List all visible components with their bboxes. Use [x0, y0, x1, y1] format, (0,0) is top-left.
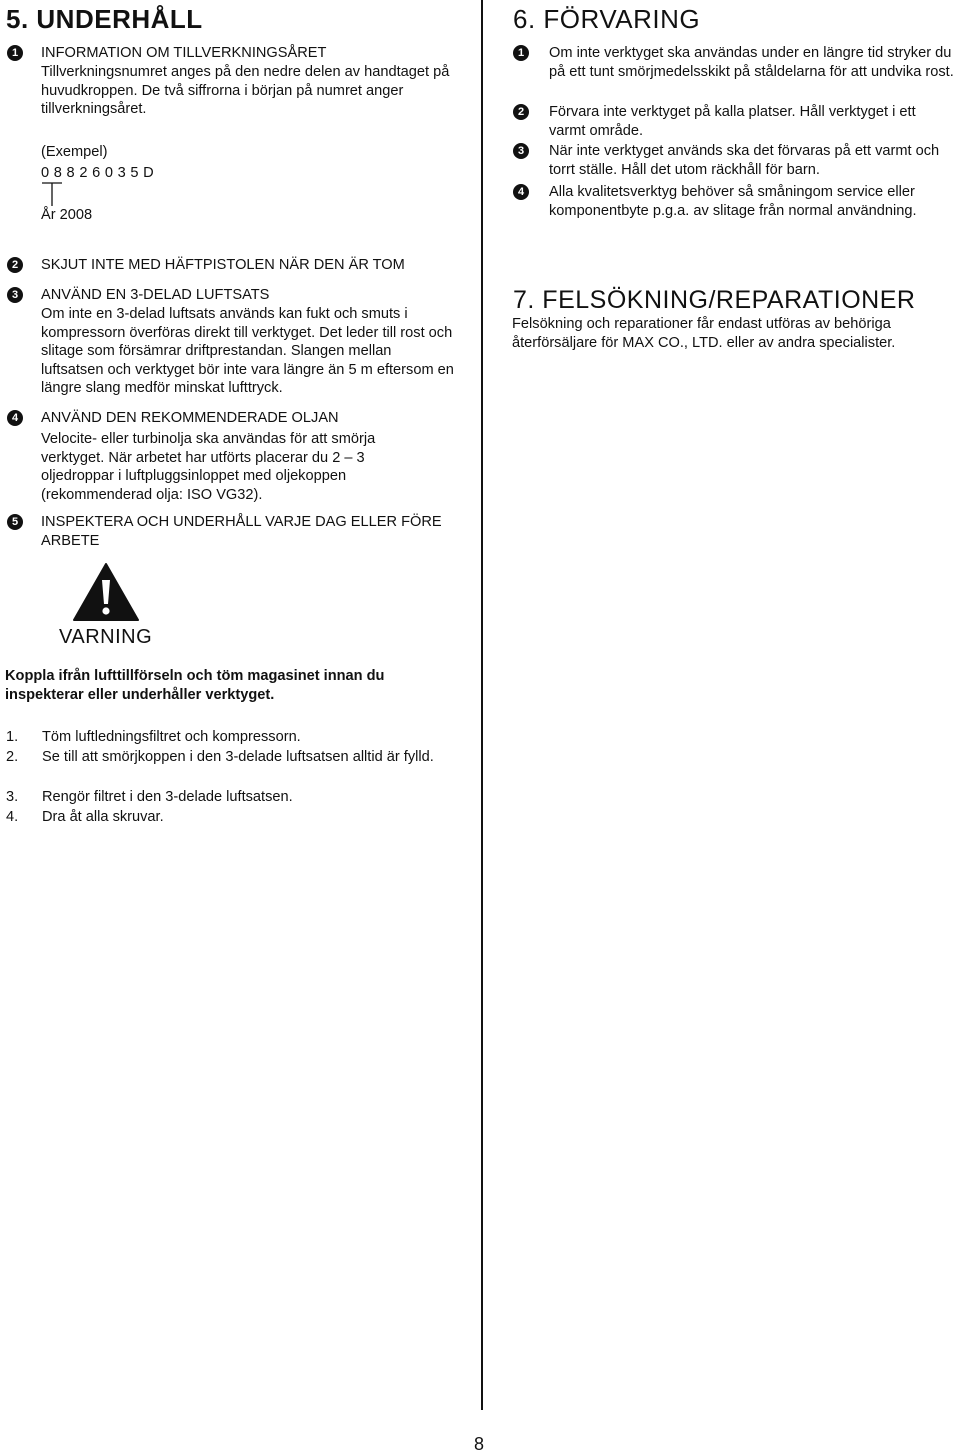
storage-item: Förvara inte verktyget på kalla platser. Håll verktyget i ett varmt område. — [549, 104, 916, 139]
column-divider — [481, 0, 483, 1410]
storage-marker-2: 2 — [513, 104, 529, 120]
item-body-tillverkningsar: Tillverkningsnumret anges på den nedre delen av handtaget på huvudkroppen. De två siffrorna i början på numret anger tillverkningsåret. — [41, 64, 450, 117]
storage-marker-4: 4 — [513, 184, 529, 200]
item-heading-tillverkningsar: INFORMATION OM TILLVERKNINGSÅRET — [41, 45, 327, 61]
example-serial: 0 8 8 2 6 0 3 5 D — [41, 165, 155, 181]
step-text: Dra åt alla skruvar. — [42, 809, 164, 825]
storage-item: När inte verktyget används ska det förvaras på ett varmt och torrt ställe. Håll det utom räckhåll för barn. — [549, 143, 940, 178]
step-number: 1. — [6, 729, 19, 745]
serial-year-marker — [40, 182, 70, 208]
item-marker-3: 3 — [7, 287, 23, 303]
storage-item: Alla kvalitetsverktyg behöver så småningom service eller komponentbyte p.g.a. av slitage från normal användning. — [549, 184, 917, 219]
section-6-title: 6. FÖRVARING — [513, 4, 701, 34]
item-body-oljan: Velocite- eller turbinolja ska användas för att smörja verktyget. När arbetet har utförts placerar du 2 – 3 oljedroppar i luftpluggsinloppet med oljekoppen (rekommenderad olja: ISO VG32). — [41, 431, 376, 503]
warning-icon — [72, 562, 140, 622]
page-number: 8 — [474, 1434, 485, 1454]
step-number: 4. — [6, 809, 19, 825]
step-text: Rengör filtret i den 3-delade luftsatsen. — [42, 789, 293, 805]
item-marker-5: 5 — [7, 514, 23, 530]
storage-marker-3: 3 — [513, 143, 529, 159]
step-text: Se till att smörjkoppen i den 3-delade luftsatsen alltid är fylld. — [42, 749, 434, 765]
step-number: 3. — [6, 789, 19, 805]
section-7-title: 7. FELSÖKNING/REPARATIONER — [513, 286, 916, 314]
item-body-luftsats: Om inte en 3-delad luftsats används kan fukt och smuts i kompressorn överföras direkt till verktyget. Det leder till rost och slitage som försämrar driftprestandan. Slangen mellan luftsatsen och verktyget bör inte vara längre än 5 m eftersom en längre slang medför minskat lufttryck. — [41, 306, 454, 396]
item-heading-skjut-inte: SKJUT INTE MED HÄFTPISTOLEN NÄR DEN ÄR TOM — [41, 257, 405, 273]
item-marker-4: 4 — [7, 410, 23, 426]
section-5-title: 5. UNDERHÅLL — [6, 4, 203, 34]
storage-item: Om inte verktyget ska användas under en längre tid stryker du på ett tunt smörjmedelsskikt på ståldelarna för att undvika rost. — [549, 45, 954, 80]
item-marker-1: 1 — [7, 45, 23, 61]
example-label: (Exempel) — [41, 144, 108, 160]
example-year: År 2008 — [41, 207, 93, 223]
storage-marker-1: 1 — [513, 45, 529, 61]
warning-text: Koppla ifrån lufttillförseln och töm magasinet innan du inspekterar eller underhåller verktyget. — [5, 668, 385, 703]
item-heading-luftsats: ANVÄND EN 3-DELAD LUFTSATS — [41, 287, 270, 303]
step-text: Töm luftledningsfiltret och kompressorn. — [42, 729, 301, 745]
item-marker-2: 2 — [7, 257, 23, 273]
warning-label: VARNING — [59, 626, 153, 648]
step-number: 2. — [6, 749, 19, 765]
section-7-body: Felsökning och reparationer får endast utföras av behöriga återförsäljare för MAX CO., LTD. eller av andra specialister. — [512, 316, 896, 351]
item-heading-inspektera: INSPEKTERA OCH UNDERHÅLL VARJE DAG ELLER FÖRE ARBETE — [41, 514, 442, 549]
item-heading-oljan: ANVÄND DEN REKOMMENDERADE OLJAN — [41, 410, 339, 426]
